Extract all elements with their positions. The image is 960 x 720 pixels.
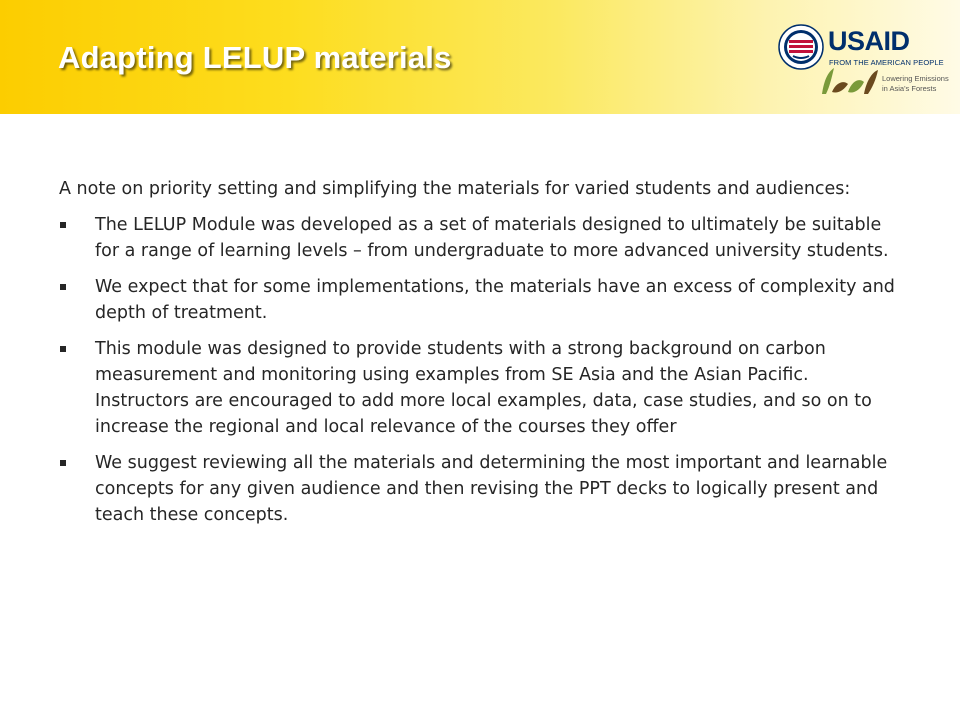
square-bullet-icon [60, 284, 66, 290]
intro-text: A note on priority setting and simplifying the materials for varied students and audiences: [59, 179, 851, 199]
usaid-tagline: FROM THE AMERICAN PEOPLE [829, 58, 944, 67]
bullet-text: This module was designed to provide students with a strong background on carbon measurement and monitoring using examples from SE Asia and the Asian Pacific. Instructors are encouraged to add more local examples, data, case studies, and so on to increase the regional and local relevance of the courses they offer [95, 339, 872, 437]
usaid-seal-icon [778, 24, 824, 70]
bullet-item [59, 336, 904, 440]
bullet-text: We expect that for some implementations, the materials have an excess of complexity and depth of treatment. [95, 277, 895, 323]
title-banner [0, 0, 960, 114]
square-bullet-icon [60, 460, 66, 466]
bullet-list [59, 212, 904, 528]
bullet-text: The LELUP Module was developed as a set of materials designed to ultimately be suitable for a range of learning levels – from undergraduate to more advanced university students. [95, 215, 889, 261]
slide-title: Adapting LELUP materials [58, 40, 452, 75]
leaf-tagline-1: Lowering Emissions [882, 74, 949, 83]
square-bullet-icon [60, 346, 66, 352]
leaf-tagline-2: in Asia's Forests [882, 84, 937, 93]
usaid-wordmark: USAID [828, 26, 910, 56]
partner-logos [778, 22, 949, 98]
bullet-item [59, 274, 904, 326]
square-bullet-icon [60, 222, 66, 228]
leaf-logo-icon [818, 66, 880, 98]
slide-body [59, 176, 904, 538]
bullet-item [59, 212, 904, 264]
bullet-text: We suggest reviewing all the materials and determining the most important and learnable concepts for any given audience and then revising the PPT decks to logically present and teach these concepts. [95, 453, 888, 525]
bullet-item [59, 450, 904, 528]
